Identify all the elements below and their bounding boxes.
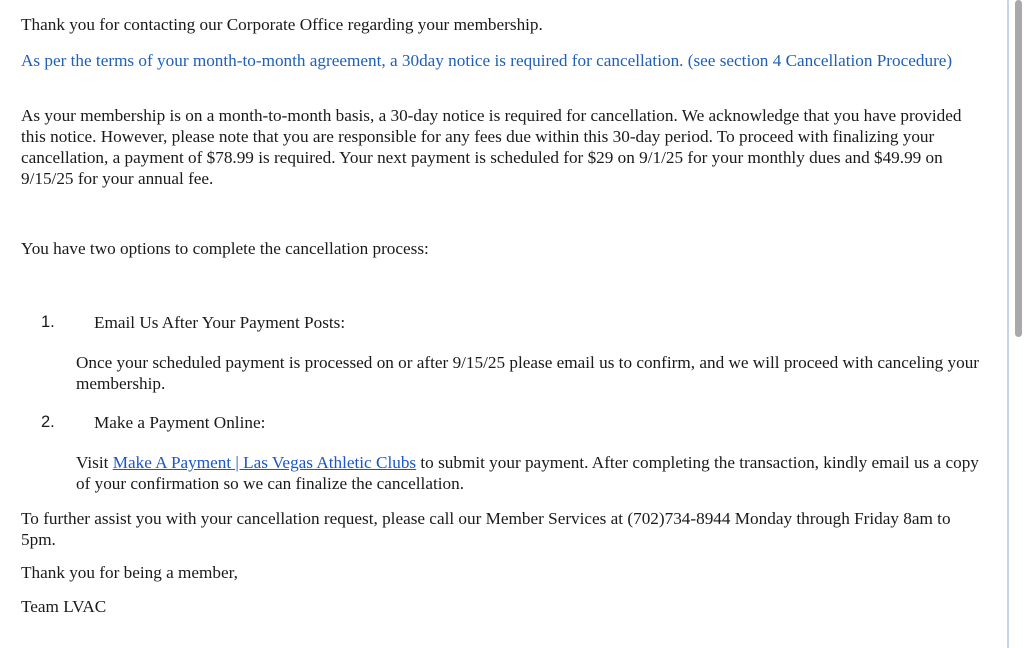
assist-paragraph: To further assist you with your cancellation request, please call our Member Services at (702)734-8944 Monday through Friday 8am to 5pm. (21, 509, 951, 549)
scrollbar-thumb[interactable] (1015, 0, 1022, 337)
fees-paragraph: As your membership is on a month-to-month basis, a 30-day notice is required for cancellation. We acknowledge that you have provided this notice. However, please note that you are responsible for any fees due within this 30-day period. To proceed with finalizing your cancellation, a payment of $78.99 is required. Your next payment is scheduled for $29 on 9/1/25 for your monthly dues and $49.99 on 9/15/25 for your annual fee. (21, 106, 962, 188)
closing-line: Thank you for being a member, (21, 563, 238, 582)
option-detail-suffix: to submit your payment. After completing the transaction, kindly email us a copy of your confirmation so we can finalize the cancellation. (76, 453, 979, 493)
option-detail: Once your scheduled payment is processed on or after 9/15/25 please email us to confirm, and we will proceed with canceling your membership. (76, 353, 980, 393)
options-intro: You have two options to complete the cancellation process: (21, 239, 429, 258)
notice-paragraph: As per the terms of your month-to-month agreement, a 30day notice is required for cancellation. (see section 4 Cancellation Procedure) (21, 51, 953, 70)
signature: Team LVAC (21, 597, 107, 616)
pane-divider (1007, 0, 1009, 648)
option-detail (76, 452, 991, 494)
vertical-scrollbar[interactable] (1007, 0, 1024, 648)
option-number: 1. (41, 313, 55, 331)
option-detail-prefix: Visit (76, 453, 113, 472)
option-number: 2. (41, 413, 55, 431)
option-title: Make a Payment Online: (94, 413, 266, 432)
option-title: Email Us After Your Payment Posts: (94, 313, 346, 332)
make-payment-link[interactable]: Make A Payment | Las Vegas Athletic Clubs (112, 453, 417, 472)
greeting-paragraph: Thank you for contacting our Corporate Office regarding your membership. (21, 15, 543, 34)
